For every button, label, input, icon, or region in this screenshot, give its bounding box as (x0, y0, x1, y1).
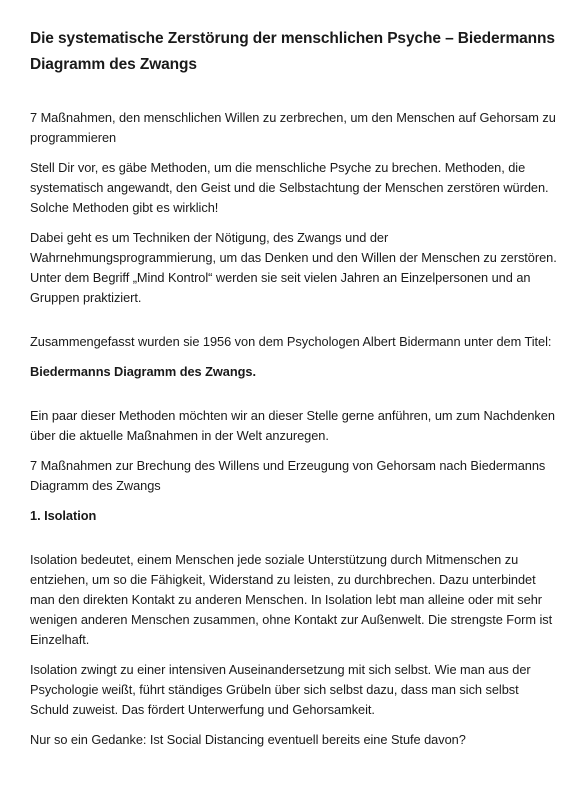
document-title: Die systematische Zerstörung der menschlichen Psyche – Biedermanns Diagramm des Zwangs (30, 30, 555, 73)
paragraph-isolation-effect: Isolation zwingt zu einer intensiven Auseinandersetzung mit sich selbst. Wie man aus der Psychologie weißt, führt ständiges Grübeln über sich selbst dazu, dass man sich selbst Schuld zuweist. Das fördert Unterwerfung und Gehorsamkeit. (30, 662, 531, 717)
paragraph-measures: 7 Maßnahmen zur Brechung des Willens und Erzeugung von Gehorsam nach Biedermanns Diagramm des Zwangs (30, 458, 546, 493)
paragraph-reflection: Ein paar dieser Methoden möchten wir an dieser Stelle gerne anführen, um zum Nachdenken über die aktuelle Maßnahmen in der Welt anzuregen. (30, 408, 555, 443)
diagram-heading: Biedermanns Diagramm des Zwangs. (30, 364, 256, 379)
intro-paragraph: 7 Maßnahmen, den menschlichen Willen zu zerbrechen, um den Menschen auf Gehorsam zu programmieren (30, 110, 556, 145)
paragraph-summary: Zusammengefasst wurden sie 1956 von dem Psychologen Albert Bidermann unter dem Titel: (30, 334, 552, 349)
paragraph-methods: Stell Dir vor, es gäbe Methoden, um die menschliche Psyche zu brechen. Methoden, die systematisch angewandt, den Geist und die Selbstachtung der Menschen zerstören würden. Solche Methoden gibt es wirklich! (30, 160, 549, 215)
document-page (30, 26, 560, 760)
paragraph-isolation-definition: Isolation bedeutet, einem Menschen jede soziale Unterstützung durch Mitmenschen zu entziehen, um so die Fähigkeit, Widerstand zu leisten, zu durchbrechen. Dazu unterbindet man den direkten Kontakt zu anderen Menschen. In Isolation lebt man alleine oder mit sehr wenigen anderen Menschen zusammen, ohne Kontakt zur Außenwelt. Die strengste Form ist Einzelhaft. (30, 552, 553, 647)
section-heading-isolation: 1. Isolation (30, 508, 97, 523)
paragraph-closing-thought: Nur so ein Gedanke: Ist Social Distancing eventuell bereits eine Stufe davon? (30, 732, 466, 747)
paragraph-techniques: Dabei geht es um Techniken der Nötigung, des Zwangs und der Wahrnehmungsprogrammierung, um das Denken und den Willen der Menschen zu zerstören. Unter dem Begriff „Mind Kontrol“ werden sie seit vielen Jahren an Einzelpersonen und an Gruppen praktiziert. (30, 230, 557, 305)
